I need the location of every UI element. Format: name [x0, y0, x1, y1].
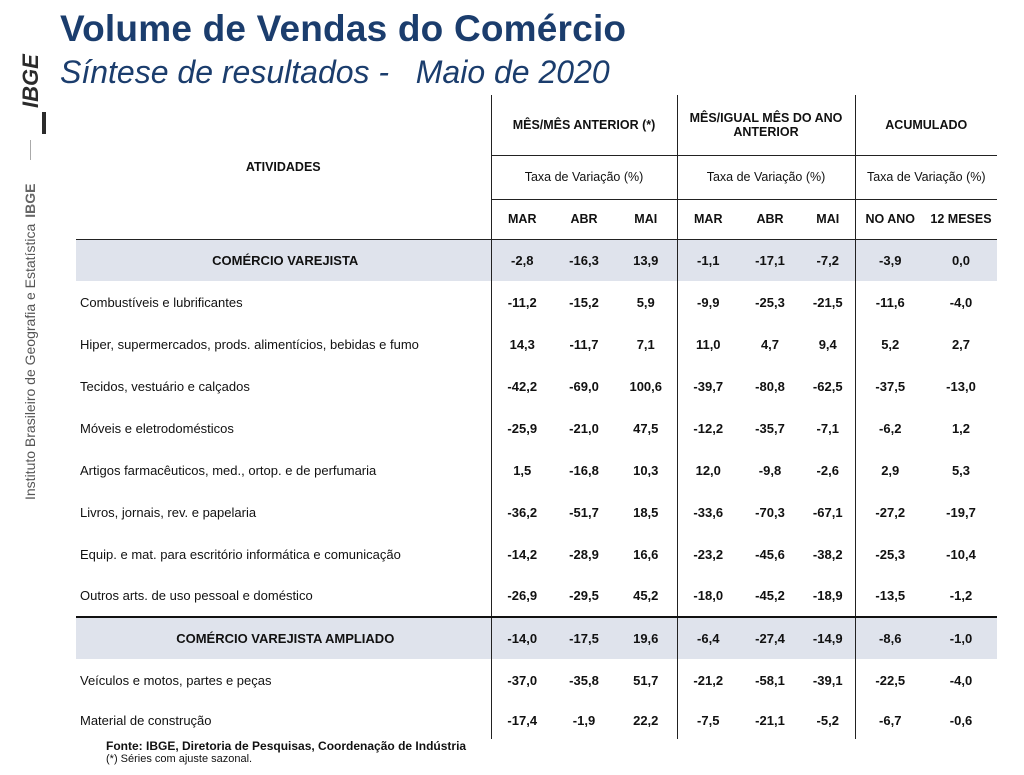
- value-cell: -17,5: [553, 617, 615, 659]
- group-subheader: Taxa de Variação (%): [855, 155, 997, 199]
- value-cell: -6,7: [855, 701, 925, 739]
- value-cell: -62,5: [812, 378, 843, 394]
- footer: [106, 739, 466, 765]
- value-cell: 47,5: [633, 420, 659, 436]
- table-row: [76, 617, 997, 659]
- value-cell: -27,2: [855, 491, 925, 533]
- value-cell: -39,7: [677, 365, 739, 407]
- value-cell: 12,0: [677, 449, 739, 491]
- value-cell: -14,0: [491, 617, 553, 659]
- value-cell: -17,1: [739, 239, 801, 281]
- value-cell: -1,0: [925, 617, 997, 659]
- value-cell: -36,2: [491, 491, 553, 533]
- activity-label: Artigos farmacêuticos, med., ortop. e de perfumaria: [80, 462, 377, 478]
- value-cell: 2,9: [855, 449, 925, 491]
- value-cell: 45,2: [633, 588, 659, 603]
- value-cell: -25,9: [491, 407, 553, 449]
- value-cell: -69,0: [569, 378, 599, 394]
- table-row: [76, 323, 997, 365]
- table-row: [76, 575, 997, 617]
- value-cell: -45,6: [755, 546, 785, 562]
- value-cell: -19,7: [946, 504, 976, 520]
- value-cell: 13,9: [615, 239, 677, 281]
- value-cell: 5,3: [951, 462, 971, 478]
- value-cell: -35,8: [569, 672, 599, 688]
- divider: [30, 140, 31, 160]
- column-header: MAR: [677, 199, 739, 239]
- value-cell: -21,5: [812, 294, 843, 310]
- value-cell: 4,7: [760, 336, 780, 352]
- value-cell: -0,6: [949, 712, 973, 728]
- value-cell: 1,5: [491, 449, 553, 491]
- value-cell: 14,3: [491, 323, 553, 365]
- group-header: ACUMULADO: [855, 95, 997, 155]
- results-table: [76, 95, 997, 739]
- institute-abbr: IBGE: [22, 183, 38, 218]
- activity-label: Material de construção: [80, 712, 212, 728]
- value-cell: -38,2: [812, 546, 843, 562]
- value-cell: -35,7: [755, 420, 785, 436]
- table-row: [76, 659, 997, 701]
- table-row: [76, 491, 997, 533]
- value-cell: -15,2: [569, 294, 599, 310]
- value-cell: -25,3: [755, 294, 785, 310]
- table-body: [76, 239, 997, 739]
- activity-label: Livros, jornais, rev. e papelaria: [80, 504, 257, 520]
- value-cell: -29,5: [569, 588, 599, 603]
- value-cell: -11,7: [569, 336, 599, 352]
- value-cell: -39,1: [812, 672, 843, 688]
- activity-label: Combustíveis e lubrificantes: [80, 294, 243, 310]
- value-cell: -22,5: [855, 659, 925, 701]
- table-row: [76, 365, 997, 407]
- value-cell: 9,4: [818, 336, 837, 352]
- value-cell: -80,8: [755, 378, 785, 394]
- value-cell: -37,0: [491, 659, 553, 701]
- value-cell: 22,2: [633, 712, 659, 728]
- value-cell: -16,8: [569, 462, 599, 478]
- sidebar: [0, 0, 56, 775]
- value-cell: -10,4: [946, 546, 976, 562]
- column-header: MAR: [491, 199, 553, 239]
- activity-label: COMÉRCIO VAREJISTA: [76, 239, 491, 281]
- value-cell: -21,1: [755, 712, 785, 728]
- activity-label: Equip. e mat. para escritório informática e comunicação: [80, 546, 401, 562]
- value-cell: -21,0: [569, 420, 599, 436]
- value-cell: -42,2: [491, 365, 553, 407]
- value-cell: -18,0: [677, 575, 739, 617]
- value-cell: -3,9: [855, 239, 925, 281]
- value-cell: 100,6: [629, 378, 663, 394]
- column-header: MAI: [615, 199, 677, 239]
- ibge-logo-icon: [16, 26, 46, 136]
- value-cell: -18,9: [812, 588, 843, 603]
- value-cell: -6,2: [855, 407, 925, 449]
- value-cell: 1,2: [951, 420, 971, 436]
- value-cell: -13,5: [855, 575, 925, 617]
- value-cell: 19,6: [615, 617, 677, 659]
- page-subtitle: Síntese de resultados - Maio de 2020: [60, 54, 610, 90]
- activities-header: ATIVIDADES: [76, 95, 491, 239]
- value-cell: -26,9: [491, 575, 553, 617]
- activity-label: Tecidos, vestuário e calçados: [80, 378, 250, 394]
- column-header: MAI: [801, 199, 855, 239]
- value-cell: -7,5: [677, 701, 739, 739]
- activity-label: Outros arts. de uso pessoal e doméstico: [80, 588, 313, 603]
- value-cell: -11,2: [491, 281, 553, 323]
- value-cell: -17,4: [491, 701, 553, 739]
- value-cell: -9,9: [677, 281, 739, 323]
- table-row: [76, 281, 997, 323]
- value-cell: -14,9: [801, 617, 855, 659]
- value-cell: -5,2: [816, 712, 839, 728]
- table-row: [76, 449, 997, 491]
- value-cell: -67,1: [812, 504, 843, 520]
- value-cell: -51,7: [569, 504, 599, 520]
- activity-label: Hiper, supermercados, prods. alimentícios, bebidas e fumo: [80, 336, 419, 352]
- value-cell: -14,2: [491, 533, 553, 575]
- table-row: [76, 533, 997, 575]
- value-cell: -33,6: [677, 491, 739, 533]
- value-cell: -1,1: [677, 239, 739, 281]
- source-note: Fonte: IBGE, Diretoria de Pesquisas, Coordenação de Indústria: [106, 739, 467, 753]
- value-cell: -1,9: [572, 712, 596, 728]
- value-cell: -21,2: [677, 659, 739, 701]
- value-cell: 16,6: [633, 546, 659, 562]
- ibge-logo: [16, 26, 46, 136]
- value-cell: 10,3: [633, 462, 659, 478]
- institute-label: Instituto Brasileiro de Geografia e Estatística: [22, 223, 38, 500]
- table-row: [76, 239, 997, 281]
- value-cell: 7,1: [636, 336, 655, 352]
- table-row: [76, 701, 997, 739]
- column-header: NO ANO: [855, 199, 925, 239]
- value-cell: -58,1: [755, 672, 785, 688]
- value-cell: -37,5: [855, 365, 925, 407]
- group-header: MÊS/IGUAL MÊS DO ANO ANTERIOR: [677, 95, 855, 155]
- group-header: MÊS/MÊS ANTERIOR (*): [491, 95, 677, 155]
- value-cell: -2,6: [816, 462, 839, 478]
- group-subheader: Taxa de Variação (%): [677, 155, 855, 199]
- column-header: 12 MESES: [925, 199, 997, 239]
- ibge-logo-text: IBGE: [18, 54, 43, 108]
- value-cell: -7,1: [816, 420, 839, 436]
- institute-name: [22, 184, 38, 500]
- adjustment-note: (*) Séries com ajuste sazonal.: [106, 753, 253, 765]
- value-cell: 18,5: [633, 504, 659, 520]
- value-cell: -28,9: [569, 546, 599, 562]
- value-cell: -16,3: [553, 239, 615, 281]
- value-cell: -1,2: [949, 588, 973, 603]
- value-cell: -6,4: [677, 617, 739, 659]
- value-cell: -9,8: [758, 462, 782, 478]
- column-header: ABR: [553, 199, 615, 239]
- value-cell: -25,3: [855, 533, 925, 575]
- value-cell: 5,9: [636, 294, 655, 310]
- value-cell: -7,2: [801, 239, 855, 281]
- value-cell: -2,8: [491, 239, 553, 281]
- value-cell: 51,7: [633, 672, 659, 688]
- value-cell: -11,6: [855, 281, 925, 323]
- value-cell: 5,2: [855, 323, 925, 365]
- value-cell: -4,0: [949, 672, 973, 688]
- page-title: Volume de Vendas do Comércio: [60, 8, 627, 49]
- value-cell: -27,4: [739, 617, 801, 659]
- activity-label: Veículos e motos, partes e peças: [80, 672, 272, 688]
- value-cell: -4,0: [949, 294, 973, 310]
- value-cell: -70,3: [755, 504, 785, 520]
- value-cell: -13,0: [946, 378, 976, 394]
- value-cell: -12,2: [677, 407, 739, 449]
- value-cell: -8,6: [855, 617, 925, 659]
- value-cell: -23,2: [677, 533, 739, 575]
- activity-label: Móveis e eletrodomésticos: [80, 420, 234, 436]
- value-cell: 11,0: [677, 323, 739, 365]
- value-cell: -45,2: [755, 588, 785, 603]
- group-subheader: Taxa de Variação (%): [491, 155, 677, 199]
- value-cell: 2,7: [951, 336, 971, 352]
- column-header: ABR: [739, 199, 801, 239]
- value-cell: 0,0: [925, 239, 997, 281]
- activity-label: COMÉRCIO VAREJISTA AMPLIADO: [76, 617, 491, 659]
- table-row: [76, 407, 997, 449]
